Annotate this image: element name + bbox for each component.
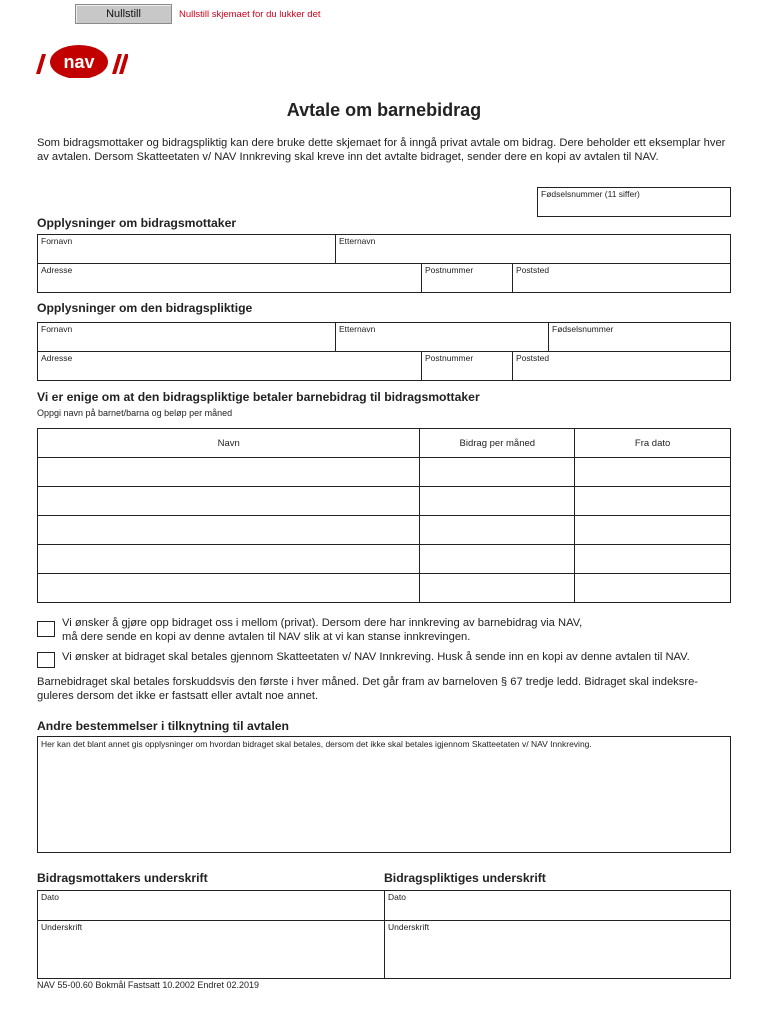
other-provisions-hint: Her kan det blant annet gis opplysninger om hvordan bidraget skal betales, dersom det ikke skal betales igjennom Skatteetaten v/ NAV Innkreving. bbox=[41, 739, 592, 749]
field-label: Postnummer bbox=[425, 265, 474, 275]
children-table bbox=[37, 428, 731, 603]
field-label: Adresse bbox=[41, 353, 73, 363]
table-row bbox=[38, 574, 731, 603]
other-provisions-textarea[interactable] bbox=[37, 736, 731, 853]
fra-dato-cell[interactable] bbox=[575, 574, 731, 603]
fra-dato-cell[interactable] bbox=[575, 516, 731, 545]
mottaker-postnummer-field[interactable] bbox=[421, 263, 513, 293]
children-table-header bbox=[38, 429, 731, 458]
payment-note-line-2: guleres dersom det ikke er fastsatt eller avtalt noe annet. bbox=[37, 689, 319, 702]
pliktig-poststed-field[interactable] bbox=[512, 351, 731, 381]
fra-dato-cell[interactable] bbox=[575, 487, 731, 516]
mottaker-poststed-field[interactable] bbox=[512, 263, 731, 293]
bidrag-cell[interactable] bbox=[420, 545, 575, 574]
mottaker-adresse-field[interactable] bbox=[37, 263, 422, 293]
agreement-subheading: Oppgi navn på barnet/barna og beløp per måned bbox=[37, 408, 233, 418]
field-label: Dato bbox=[388, 892, 406, 902]
reset-note: Nullstill skjemaet for du lukker det bbox=[179, 9, 321, 20]
field-label: Adresse bbox=[41, 265, 73, 275]
navn-cell[interactable] bbox=[38, 545, 420, 574]
pliktig-fornavn-field[interactable] bbox=[37, 322, 336, 352]
table-row bbox=[38, 487, 731, 516]
pliktig-dato-field[interactable] bbox=[384, 890, 731, 921]
private-option-text bbox=[62, 617, 582, 644]
pliktig-fodselsnummer-field[interactable] bbox=[548, 322, 731, 352]
mottaker-signature-heading: Bidragsmottakers underskrift bbox=[37, 871, 208, 885]
field-label: Dato bbox=[41, 892, 59, 902]
pliktig-postnummer-field[interactable] bbox=[421, 351, 513, 381]
bidrag-cell[interactable] bbox=[420, 458, 575, 487]
field-label: Poststed bbox=[516, 353, 550, 363]
table-row bbox=[38, 516, 731, 545]
logo-text: nav bbox=[63, 52, 95, 72]
mottaker-etternavn-field[interactable] bbox=[335, 234, 731, 264]
pliktig-heading: Opplysninger om den bidragspliktige bbox=[37, 301, 253, 315]
column-header-bidrag: Bidrag per måned bbox=[420, 429, 575, 458]
table-row bbox=[38, 545, 731, 574]
field-label: Underskrift bbox=[388, 922, 430, 932]
pliktig-signature-heading: Bidragspliktiges underskrift bbox=[384, 871, 546, 885]
column-header-navn: Navn bbox=[38, 429, 420, 458]
pliktig-signature-field[interactable] bbox=[384, 920, 731, 979]
field-label: Etternavn bbox=[339, 324, 376, 334]
nav-option-text: Vi ønsker at bidraget skal betales gjennom Skatteetaten v/ NAV Innkreving. Husk å sende inn en kopi av denne avtalen til NAV. bbox=[62, 651, 690, 663]
other-heading: Andre bestemmelser i tilknytning til avtalen bbox=[37, 719, 289, 733]
form-id-footer: NAV 55-00.60 Bokmål Fastsatt 10.2002 Endret 02.2019 bbox=[37, 980, 259, 990]
field-label: Poststed bbox=[516, 265, 550, 275]
bidrag-cell[interactable] bbox=[420, 487, 575, 516]
field-label: Postnummer bbox=[425, 353, 474, 363]
private-option-line-2: må dere sende en kopi av denne avtalen til NAV slik at vi kan stanse innkrevingen. bbox=[62, 630, 471, 643]
intro-text: Som bidragsmottaker og bidragspliktig kan dere bruke dette skjemaet for å inngå privat avtale om bidrag. Dere beholder ett eksemplar hver av avtalen. Dersom Skatteetaten v/ NAV Innkreving skal kreve inn det avtalte bidraget, sender dere en kopi av avtalen til NAV. bbox=[37, 137, 726, 163]
field-label: Fødselsnummer bbox=[552, 324, 614, 334]
payment-note-line-1: Barnebidraget skal betales forskuddsvis den første i hver måned. Det går fram av barneloven § 67 tredje ledd. Bidraget skal indeksre- bbox=[37, 676, 699, 688]
navn-cell[interactable] bbox=[38, 574, 420, 603]
field-label: Fornavn bbox=[41, 324, 73, 334]
field-label: Underskrift bbox=[41, 922, 83, 932]
bidrag-cell[interactable] bbox=[420, 574, 575, 603]
fodselsnummer-field[interactable] bbox=[537, 187, 731, 217]
fra-dato-cell[interactable] bbox=[575, 545, 731, 574]
payment-note bbox=[37, 676, 698, 703]
page-title: Avtale om barnebidrag bbox=[286, 100, 482, 120]
navn-cell[interactable] bbox=[38, 458, 420, 487]
reset-button[interactable]: Nullstill bbox=[75, 4, 172, 24]
logo-slash-left bbox=[36, 54, 46, 74]
field-label: Etternavn bbox=[339, 236, 376, 246]
field-label: Fornavn bbox=[41, 236, 73, 246]
navn-cell[interactable] bbox=[38, 516, 420, 545]
pliktig-etternavn-field[interactable] bbox=[335, 322, 549, 352]
private-checkbox[interactable] bbox=[37, 621, 55, 637]
mottaker-fornavn-field[interactable] bbox=[37, 234, 336, 264]
nav-checkbox[interactable] bbox=[37, 652, 55, 668]
pliktig-adresse-field[interactable] bbox=[37, 351, 422, 381]
column-header-fra-dato: Fra dato bbox=[575, 429, 731, 458]
fodselsnummer-label: Fødselsnummer (11 siffer) bbox=[541, 189, 640, 199]
mottaker-dato-field[interactable] bbox=[37, 890, 385, 921]
nav-logo bbox=[36, 42, 128, 78]
private-option-line-1: Vi ønsker å gjøre opp bidraget oss i mellom (privat). Dersom dere har innkreving av barnebidrag via NAV, bbox=[62, 617, 583, 629]
agreement-heading: Vi er enige om at den bidragspliktige betaler barnebidrag til bidragsmottaker bbox=[37, 390, 480, 404]
mottaker-heading: Opplysninger om bidragsmottaker bbox=[37, 216, 237, 230]
table-row bbox=[38, 458, 731, 487]
fra-dato-cell[interactable] bbox=[575, 458, 731, 487]
navn-cell[interactable] bbox=[38, 487, 420, 516]
bidrag-cell[interactable] bbox=[420, 516, 575, 545]
mottaker-signature-field[interactable] bbox=[37, 920, 385, 979]
